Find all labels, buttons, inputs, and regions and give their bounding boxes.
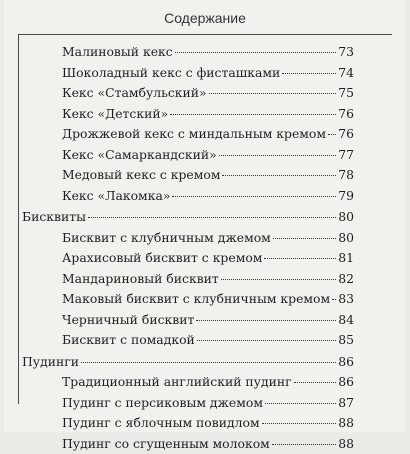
toc-entry-row [18,289,354,310]
toc-entry-title: Арахисовый бисквит с кремом [62,248,262,269]
dot-leader [328,124,336,135]
toc-page-number: 79 [338,186,354,207]
toc-page-number: 76 [338,104,354,125]
toc-entry-row [18,228,354,249]
toc-entry-row [18,310,354,331]
dot-leader [219,145,336,156]
dot-leader [209,83,337,94]
toc-entry-title: Пудинг с персиковым джемом [62,393,263,414]
toc-entry-title: Маковый бисквит с клубничным кремом [62,289,330,310]
dot-leader [196,310,336,321]
page-header: Содержание [4,0,406,34]
toc-entry-title: Пудинг со сгущенным молоком [62,434,270,454]
toc-page-number: 88 [338,413,354,434]
toc-entry-title: Шоколадный кекс с фисташками [62,63,280,84]
toc-page-number: 80 [338,228,354,249]
dot-leader [170,104,336,115]
toc-entry-row [18,269,354,290]
toc-entry-title: Дрожжевой кекс с миндальным кремом [62,124,326,145]
toc-entry-row [18,83,354,104]
dot-leader [273,228,336,239]
toc-page-number: 88 [338,434,354,454]
toc-page-number: 86 [338,372,354,393]
toc-page-number: 84 [338,310,354,331]
toc-entry-title: Кекс «Лакомка» [62,186,170,207]
toc-entry-row [18,124,354,145]
toc-entry-row [18,186,354,207]
dot-leader [272,434,336,445]
toc-entry-title: Бисквит с помадкой [62,330,195,351]
dot-leader [294,372,337,383]
toc-entry-row [18,165,354,186]
toc-section-row [18,207,354,228]
dot-leader [81,352,336,363]
toc-page-number: 83 [338,289,354,310]
toc-page-number: 82 [338,269,354,290]
toc-entry-row [18,42,354,63]
toc-entry-title: Кекс «Самаркандский» [62,145,217,166]
toc-entry-row [18,248,354,269]
toc-entry-title: Пудинги [22,352,79,373]
toc-entry-title: Медовый кекс с кремом [62,165,220,186]
toc-page-number: 77 [338,145,354,166]
toc-entry-title: Пудинг с яблочным повидлом [62,413,260,434]
toc-page-number: 78 [338,165,354,186]
dot-leader [172,186,336,197]
toc-page-number: 80 [338,207,354,228]
header-rule [18,34,392,35]
toc-entry-title: Кекс «Детский» [62,104,168,125]
toc-entry-title: Традиционный английский пудинг [62,372,292,393]
dot-leader [262,413,337,424]
toc-page-number: 87 [338,393,354,414]
toc-entry-title: Мандариновый бисквит [62,269,219,290]
dot-leader [88,207,336,218]
toc-entry-row [18,393,354,414]
toc-page-number: 76 [338,124,354,145]
dot-leader [197,330,336,341]
toc-page-number: 85 [338,330,354,351]
toc-entry-row [18,145,354,166]
dot-leader [222,165,336,176]
toc-entry-row [18,63,354,84]
dot-leader [265,393,336,404]
toc-page-number: 75 [338,83,354,104]
toc-entry-row [18,434,354,454]
dot-leader [175,42,337,53]
toc-entry-title: Кекс «Стамбульский» [62,83,207,104]
dot-leader [332,289,336,300]
toc-entry-row [18,104,354,125]
toc-entry-title: Бисквиты [22,207,86,228]
toc-page-number: 81 [338,248,354,269]
toc-entry-row [18,330,354,351]
toc-entry-title: Бисквит с клубничным джемом [62,228,271,249]
toc-entry-row [18,372,354,393]
toc-entry-row [18,413,354,434]
toc-section-row [18,352,354,373]
dot-leader [282,63,336,74]
toc-page-number: 86 [338,352,354,373]
toc-page-number: 74 [338,63,354,84]
dot-leader [221,269,336,280]
table-of-contents [18,42,354,454]
dot-leader [264,248,336,259]
book-page [4,0,406,432]
toc-entry-title: Черничный бисквит [62,310,194,331]
toc-page-number: 73 [338,42,354,63]
toc-entry-title: Малиновый кекс [62,42,173,63]
